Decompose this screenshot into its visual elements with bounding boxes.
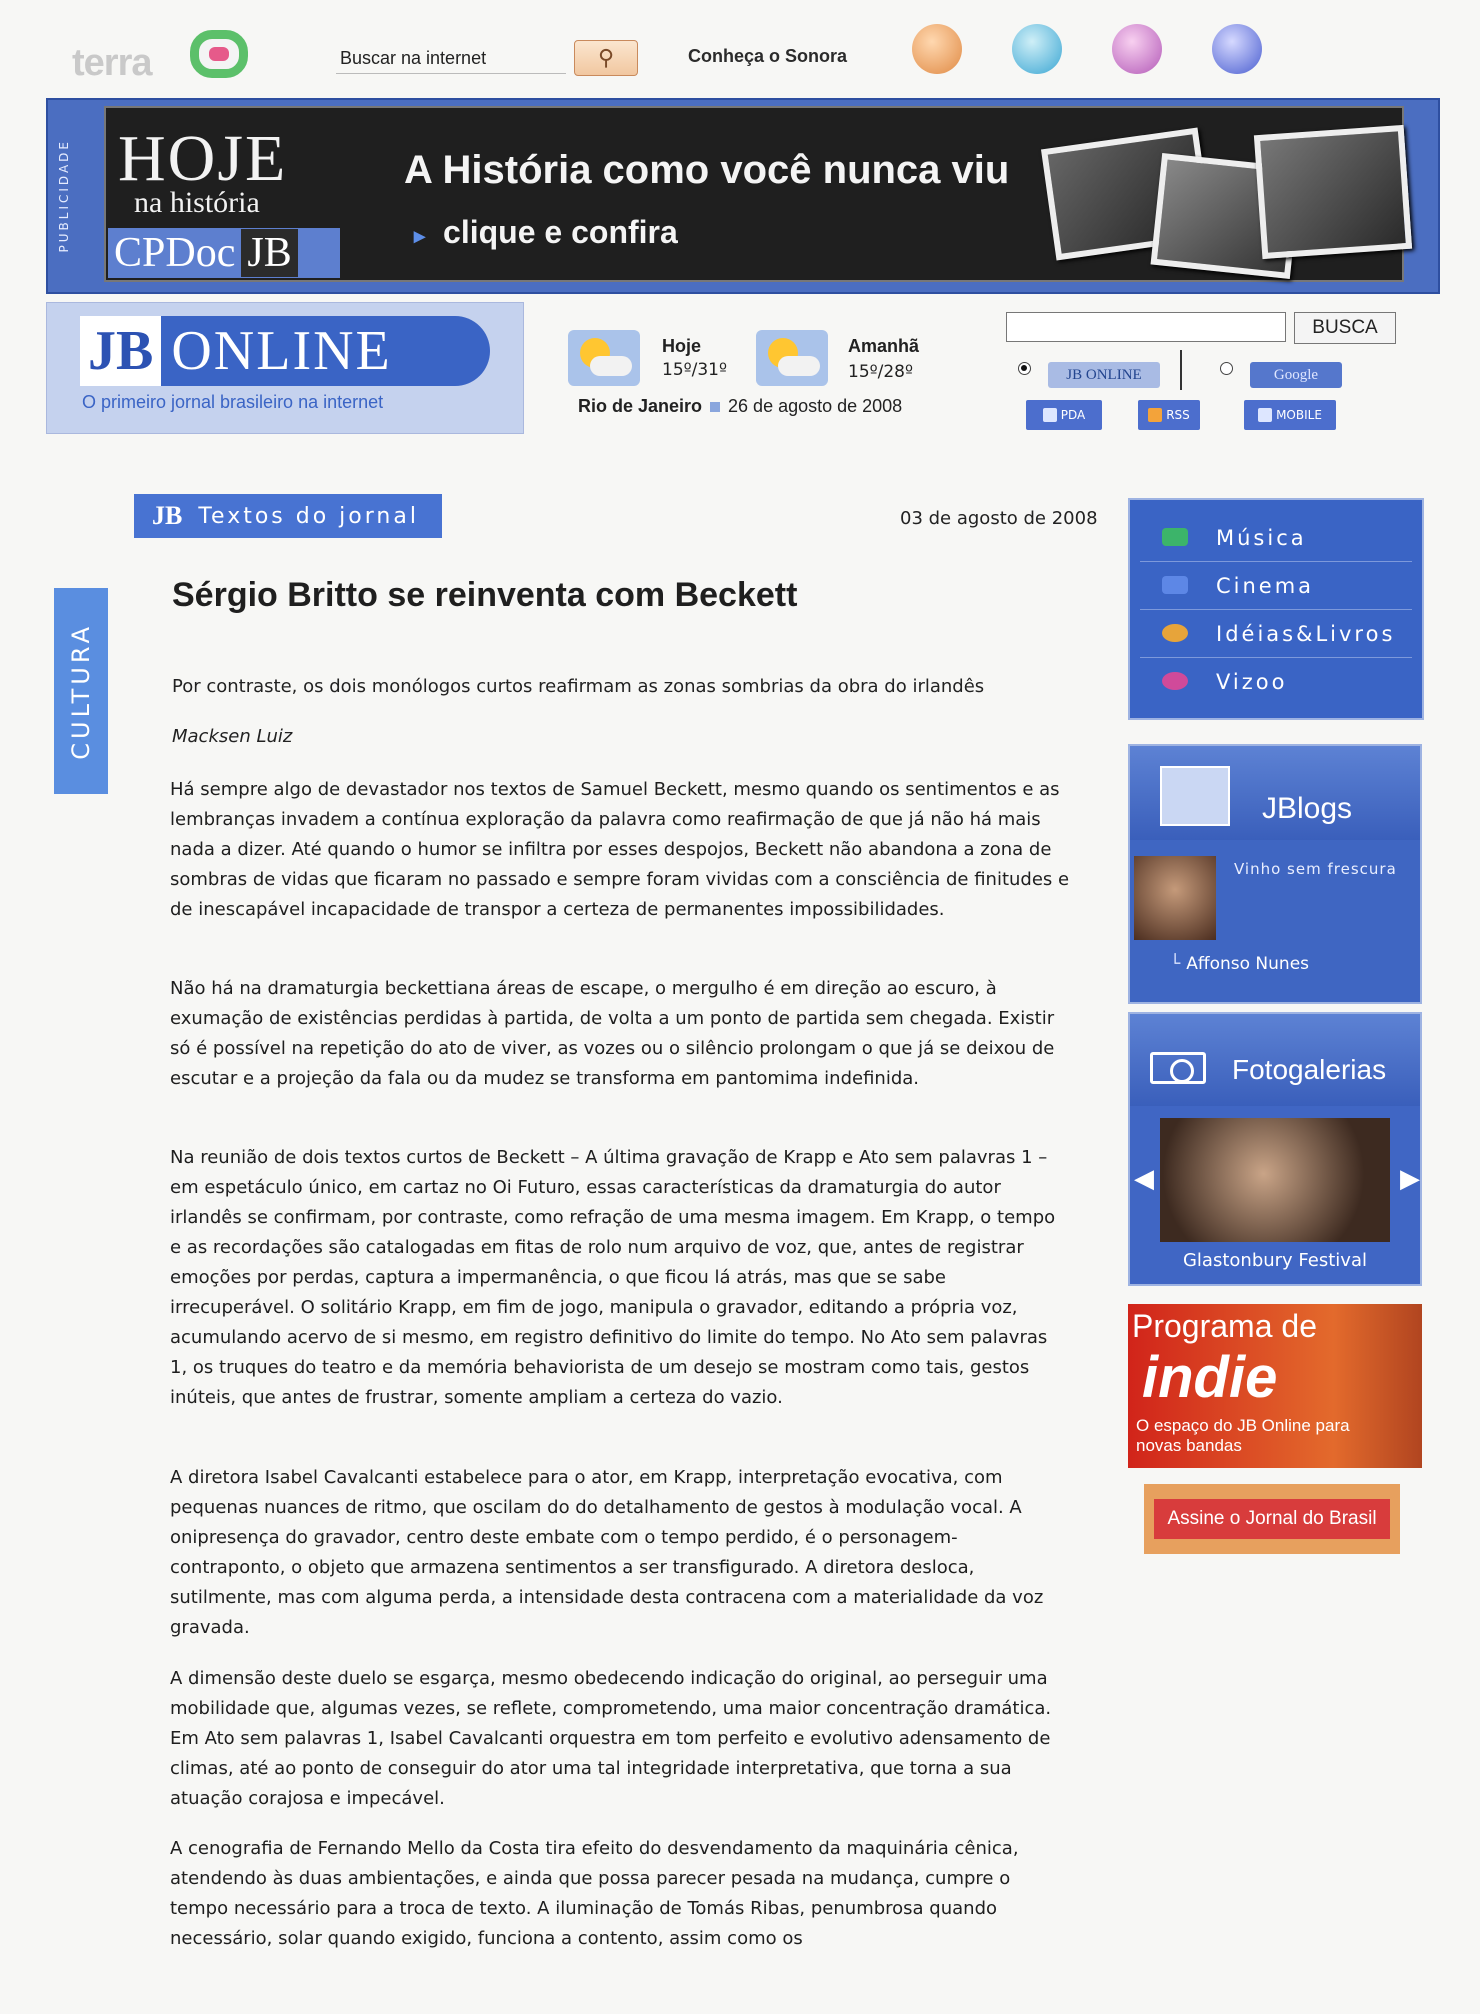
search-button[interactable] xyxy=(574,40,638,76)
tv-icon[interactable] xyxy=(190,30,248,78)
article-date: 03 de agosto de 2008 xyxy=(900,508,1098,529)
camera-icon xyxy=(1150,1052,1206,1084)
shopping-icon[interactable] xyxy=(912,24,962,74)
indie-subtitle: O espaço do JB Online para novas bandas xyxy=(1136,1416,1350,1455)
blog-author-link[interactable]: └ Affonso Nunes xyxy=(1170,954,1309,974)
publicidade-label: PUBLICIDADE xyxy=(57,139,71,253)
city-date: Rio de Janeiro 26 de agosto de 2008 xyxy=(578,396,903,416)
article-paragraph: Na reunião de dois textos curtos de Beckett – A última gravação de Krapp e Ato sem palavras 1 – em espetáculo único, em cartaz no Oi Futuro, essas características da dramaturgia do autor irlandês se confirmam, por contraste, como refração de uma mesma imagem. Em Krapp, o tempo e as recordações são catalogadas em fitas de rolo num arquivo de voz, que, antes de registrar emoções por perdas, captura a impermanência, o que ficou lá atrás, mas que se sabe irrecuperável. O solitário Krapp, em fim de jogo, manipula o gravador, editando a própria voz, acumulando acervo de si mesmo, em registro definitivo do limite do tempo. No Ato sem palavras 1, os truques do teatro e da memória behaviorista de um desejo se mostram como tais, gestos inúteis, que antes de frustrar, somente ampliam a certeza do vazio. xyxy=(170,1147,1056,1408)
article-headline: Sérgio Britto se reinventa com Beckett xyxy=(172,576,798,614)
cpdoc-logo: CPDoc JB xyxy=(108,228,340,278)
mobile-icon xyxy=(1258,408,1272,422)
book-icon xyxy=(1162,624,1188,642)
sidebar-item-cinema[interactable]: Cinema xyxy=(1140,562,1412,610)
site-search-input[interactable] xyxy=(1006,312,1286,342)
document-icon xyxy=(1160,766,1230,826)
chevron-left-icon[interactable]: ◀ xyxy=(1134,1164,1154,1194)
sidebar-item-vizoo[interactable]: Vizoo xyxy=(1140,658,1412,706)
divider xyxy=(1180,350,1182,390)
programa-indie-ad[interactable] xyxy=(1128,1304,1422,1468)
pda-icon xyxy=(1043,408,1057,422)
article-paragraph: Não há na dramaturgia beckettiana áreas de escape, o mergulho é em direção ao escuro, à exumação de existências perdidas à partida, de volta a um ponto de partida sem chegada. Existir só é possível na repetição do ato de viver, as vozes ou o silêncio prolongam o que já se deixou de escutar e a projeção da fala ou da mudez se transforma em pantomima indefinida. xyxy=(170,978,1055,1089)
article-paragraph: A dimensão deste duelo se esgarça, mesmo obedecendo indicação do original, ao perseguir uma mobilidade que, algumas vezes, se reflete, comprometendo, uma maior concentração dramática. Em Ato sem palavras 1, Isabel Cavalcanti orquestra em tom perfeito e evolutivo adensamento de climas, até ao ponto de conseguir do ator uma tal integridade interpretativa, que torna a sua atuação corajosa e impecável. xyxy=(170,1668,1052,1809)
chevron-right-icon[interactable]: ▶ xyxy=(1400,1164,1420,1194)
weather-today-label: Hoje xyxy=(662,336,702,356)
partly-cloudy-icon xyxy=(568,330,640,386)
textos-do-jornal-badge[interactable]: JB Textos do jornal xyxy=(134,494,442,538)
pda-button[interactable]: PDA xyxy=(1026,400,1102,430)
blog-post-link[interactable]: Vinho sem frescura xyxy=(1234,860,1397,878)
partly-cloudy-icon xyxy=(756,330,828,386)
article-paragraph: A diretora Isabel Cavalcanti estabelece para o ator, em Krapp, interpretação evocativa, com pequenas nuances de ritmo, que oscilam do do detalhamento de gestos à modulação vocal. A onipresença do gravador, centro deste embate com o tempo perdido, é o personagem-contraponto, o objeto que armazena sentimentos a ser transfigurado. A diretora desloca, sutilmente, mas com alguma perda, a intensidade desta contracena com a materialidade da voz gravada. xyxy=(170,1467,1044,1638)
assine-button[interactable]: Assine o Jornal do Brasil xyxy=(1144,1484,1400,1554)
jb-online-logo[interactable]: JB ONLINE xyxy=(80,316,490,386)
mail-icon[interactable] xyxy=(1012,24,1062,74)
article-author: Macksen Luiz xyxy=(172,726,293,747)
weather-tomorrow-label: Amanhã xyxy=(848,336,920,356)
indie-programa-text: Programa de xyxy=(1132,1308,1317,1344)
magnifier-icon: ⚲ xyxy=(597,45,615,71)
jb-tagline: O primeiro jornal brasileiro na internet xyxy=(82,392,384,412)
weather-tomorrow-temp: 15º/28º xyxy=(848,362,914,382)
banner-title[interactable]: A História como você nunca viu xyxy=(404,148,1010,192)
jblogs-widget[interactable] xyxy=(1128,744,1422,1004)
terra-logo[interactable]: terra xyxy=(72,42,152,84)
banner-cta[interactable]: ▸ clique e confira xyxy=(414,214,678,251)
sidebar-item-musica[interactable]: Música xyxy=(1140,514,1412,562)
radio-google[interactable] xyxy=(1220,362,1233,375)
sidebar-menu xyxy=(1128,498,1424,720)
rss-icon xyxy=(1148,408,1162,422)
article-lede: Por contraste, os dois monólogos curtos reafirmam as zonas sombrias da obra do irlandês xyxy=(172,676,985,697)
radio-jb-online[interactable] xyxy=(1018,362,1031,375)
sonora-link[interactable]: Conheça o Sonora xyxy=(688,46,848,66)
gallery-photo[interactable] xyxy=(1160,1118,1390,1242)
busca-button[interactable]: BUSCA xyxy=(1294,312,1396,344)
jblogs-title[interactable]: JBlogs xyxy=(1262,792,1353,825)
fotogalerias-widget xyxy=(1128,1012,1422,1286)
banner-photo xyxy=(1254,125,1412,259)
google-option[interactable]: Google xyxy=(1250,362,1342,388)
vizoo-icon xyxy=(1162,672,1188,690)
article-paragraph: Há sempre algo de devastador nos textos de Samuel Beckett, mesmo quando os sentimentos e as lembranças invadem a contínua exploração da palavra como reafirmação de que já não há mais nada a dizer. Até quando o humor se infiltra por esses despojos, Beckett não abandona a zona de sombras de vidas que ficaram no passado e sempre foram vividas com a consciência de finitudes e de inescapável incapacidade de transpor a certeza de permanentes impossibilidades. xyxy=(170,779,1070,920)
indie-word: indie xyxy=(1142,1345,1278,1410)
banner-hoje: HOJE xyxy=(118,122,288,195)
cultura-tab[interactable]: CULTURA xyxy=(54,588,108,794)
article-paragraph: A cenografia de Fernando Mello da Costa tira efeito do desvendamento da maquinária cênica, atendendo às duas ambientações, e ainda que possa parecer pesada na mudança, cumpre o tempo necessário para a troca de texto. A iluminação de Tomás Ribas, penumbrosa quando necessário, solar quando exigido, funciona a contento, assim como os xyxy=(170,1838,1019,1949)
internet-search-input[interactable]: Buscar na internet xyxy=(340,48,487,68)
fotogalerias-title[interactable]: Fotogalerias xyxy=(1232,1054,1387,1085)
mobile-button[interactable]: MOBILE xyxy=(1244,400,1336,430)
gallery-caption[interactable]: Glastonbury Festival xyxy=(1182,1250,1367,1271)
blogger-avatar[interactable] xyxy=(1134,856,1216,940)
sidebar-item-ideias-livros[interactable]: Idéias&Livros xyxy=(1140,610,1412,658)
search-underline xyxy=(336,73,566,74)
top-bar xyxy=(0,0,1480,95)
rss-button[interactable]: RSS xyxy=(1138,400,1200,430)
music-icon xyxy=(1162,528,1188,546)
games-icon[interactable] xyxy=(1212,24,1262,74)
banner-na-historia: na história xyxy=(134,186,260,219)
jb-online-option[interactable]: JB ONLINE xyxy=(1048,362,1160,388)
weather-today-temp: 15º/31º xyxy=(662,360,728,380)
film-icon xyxy=(1162,576,1188,594)
chat-icon[interactable] xyxy=(1112,24,1162,74)
internet-search[interactable] xyxy=(336,42,566,72)
